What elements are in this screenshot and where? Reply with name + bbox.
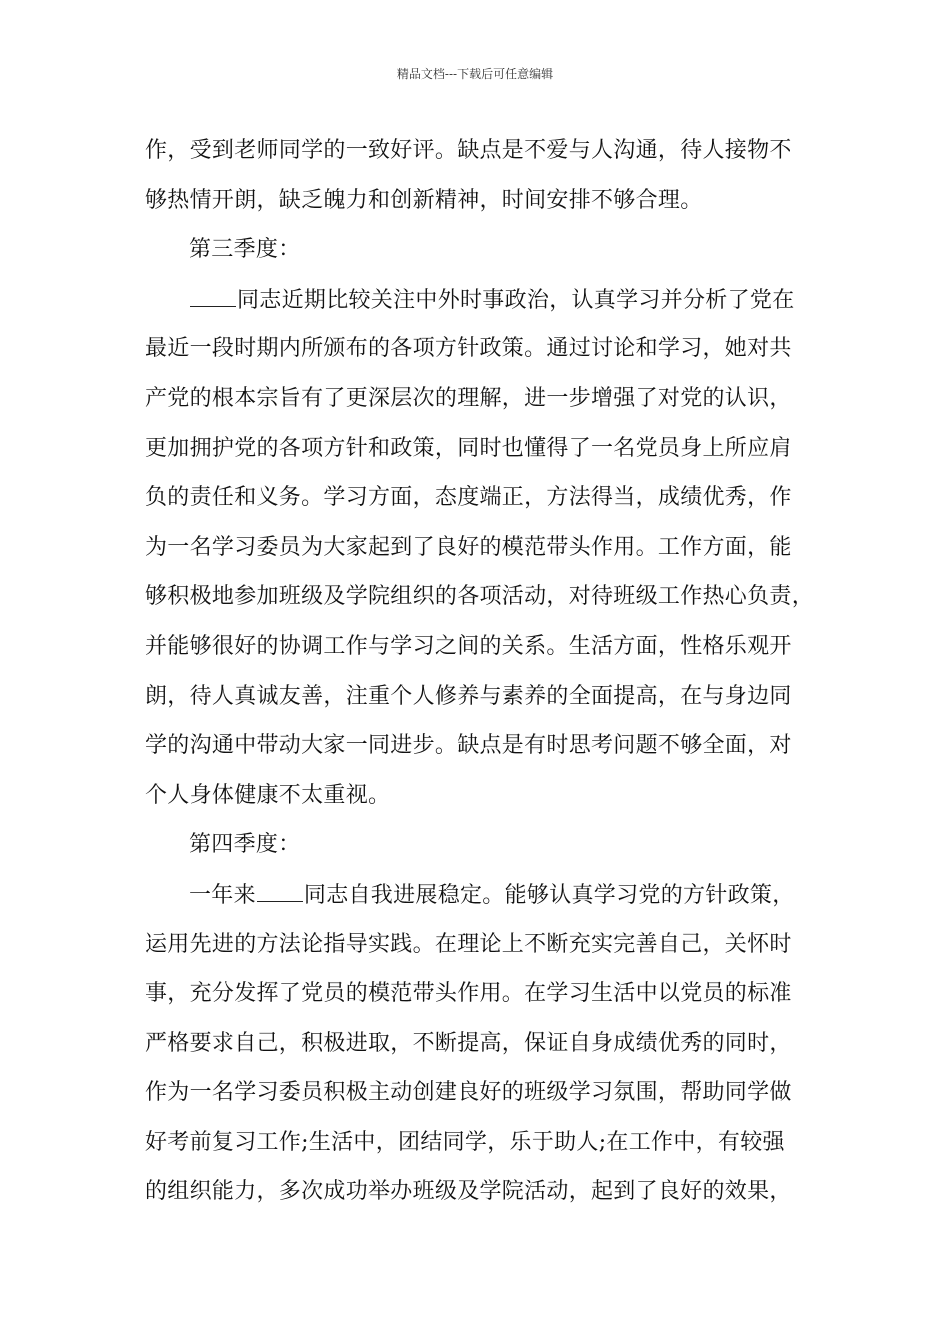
text-segment: 产党的根本宗旨有了更深层次的理解，进一步增强了对党的认识，	[145, 385, 792, 411]
text-segment: 并能够很好的协调工作与学习之间的关系。生活方面，性格乐观开	[145, 633, 792, 659]
text-segment: 最近一段时期内所颁布的各项方针政策。通过讨论和学习，她对共	[145, 336, 792, 362]
text-segment: 第三季度：	[189, 237, 301, 263]
text-line	[145, 280, 810, 330]
text-segment: 作，受到老师同学的一致好评。缺点是不爱与人沟通，待人接物不	[145, 138, 792, 163]
text-segment: 同志自我进展稳定。能够认真学习党的方针政策，	[303, 882, 795, 908]
text-segment: 够热情开朗，缺乏魄力和创新精神，时间安排不够合理。	[145, 187, 703, 213]
text-segment: 一年来	[189, 882, 256, 908]
text-line	[145, 974, 810, 1024]
text-line	[145, 478, 810, 528]
text-line	[145, 627, 810, 677]
text-segment: 第四季度：	[189, 832, 301, 858]
text-line	[145, 825, 810, 875]
text-line	[145, 875, 810, 925]
text-line	[145, 726, 810, 776]
text-line	[145, 776, 810, 826]
text-line	[145, 379, 810, 429]
text-line	[145, 131, 810, 181]
text-segment: 同志近期比较关注中外时事政治，认真学习并分析了党在	[237, 287, 795, 313]
text-line	[145, 429, 810, 479]
text-segment: 够积极地参加班级及学院组织的各项活动，对待班级工作热心负责，	[145, 584, 815, 610]
text-line	[145, 925, 810, 975]
text-line	[145, 181, 810, 231]
text-line	[145, 1073, 810, 1123]
text-segment: 严格要求自己，积极进取，不断提高，保证自身成绩优秀的同时，	[145, 1030, 792, 1056]
document-body	[145, 131, 815, 1222]
text-segment: 更加拥护党的各项方针和政策，同时也懂得了一名党员身上所应肩	[145, 435, 792, 461]
text-segment: 运用先进的方法论指导实践。在理论上不断充实完善自己，关怀时	[145, 931, 792, 957]
text-line	[145, 528, 810, 578]
text-segment: 事，充分发挥了党员的模范带头作用。在学习生活中以党员的标准	[145, 981, 792, 1007]
page-header: 精品文档---下载后可任意编辑	[396, 67, 554, 81]
text-line	[145, 230, 810, 280]
text-line	[145, 1172, 810, 1222]
text-line	[145, 1024, 810, 1074]
text-segment: 为一名学习委员为大家起到了良好的模范带头作用。工作方面，能	[145, 534, 792, 560]
text-segment: 作为一名学习委员积极主动创建良好的班级学习氛围，帮助同学做	[145, 1080, 792, 1106]
text-line	[145, 329, 810, 379]
text-segment: 的组织能力，多次成功举办班级及学院活动，起到了良好的效果，	[145, 1179, 792, 1205]
text-segment: 负的责任和义务。学习方面，态度端正，方法得当，成绩优秀，作	[145, 485, 792, 511]
fill-in-blank	[190, 280, 236, 307]
text-line	[145, 1123, 810, 1173]
fill-in-blank	[257, 875, 303, 902]
text-segment: 学的沟通中带动大家一同进步。缺点是有时思考问题不够全面，对	[145, 733, 792, 759]
text-segment: 个人身体健康不太重视。	[145, 782, 391, 808]
text-segment: 朗，待人真诚友善，注重个人修养与素养的全面提高，在与身边同	[145, 683, 792, 709]
text-line	[145, 677, 810, 727]
text-segment: 好考前复习工作;生活中，团结同学，乐于助人;在工作中，有较强	[145, 1129, 785, 1155]
text-line	[145, 577, 815, 627]
